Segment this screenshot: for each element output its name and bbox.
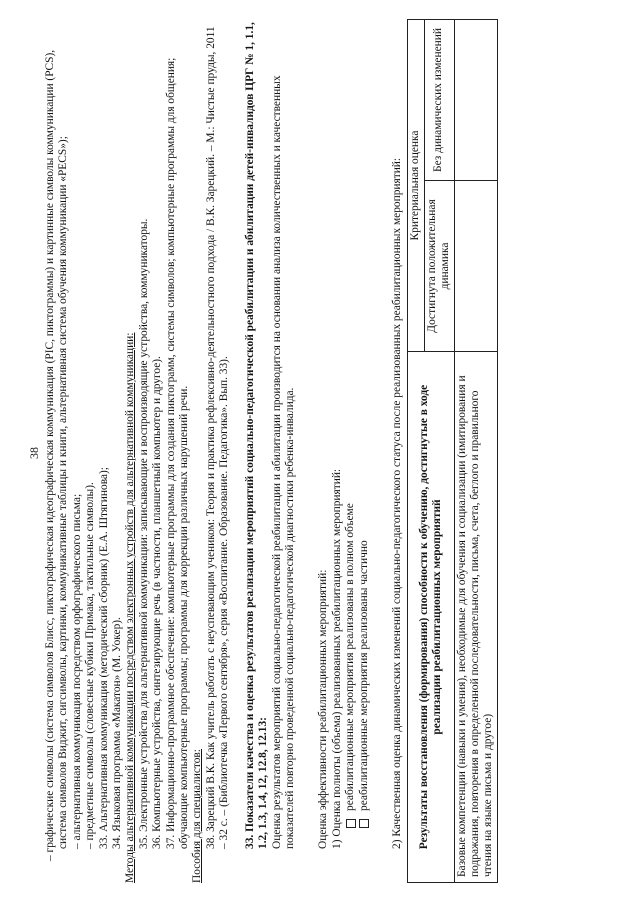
completeness-item: 1) Оценка полноты (объема) реализованных реабилитационных мероприятий: xyxy=(330,468,343,849)
full-volume-label: реабилитационные мероприятия реализованы в полном объеме xyxy=(344,503,357,811)
table-cell-competencies: Базовые компетенции (навыки и умения), необходимые для обучения и социализации (имитирования и подражания, повторения в определенной последовательности, письма, счета, беглого и правильного чтения на языке письма и другое) xyxy=(454,352,497,883)
table-header-positive: Достигнута положительная динамика xyxy=(424,181,454,352)
partial-label: реабилитационные мероприятия реализованы частично xyxy=(357,540,370,811)
item-38: 38. Зарецкий В.К. Как учитель работать с неуспевающим учеником: Теория и практика рефлексивно-деятельностного подхода / В.К. Зарецкий. – М.: Чистые пруды, 2011 – 32 с. – (Библиотечка «Первого сентября», серия «Воспитание. Образование. Педагогика». Вып. 33). xyxy=(204,26,231,849)
item-34: 34. Языковая программа «Макатон» (М. Уокер). xyxy=(111,617,124,849)
evaluation-paragraph: Оценка результатов мероприятий социально-педагогической реабилитации и абилитации производится на основании анализа количественных и качественных показателей повторно проведенной социально-педагогической диагностики ребенка-инвалида. xyxy=(270,75,296,849)
item-36: 36. Компьютерные устройства, синтезирующие речь (в частности, планшетный компьютер и другое). xyxy=(151,356,164,849)
full-volume-option xyxy=(344,19,357,883)
page-number: 38 xyxy=(27,447,41,459)
section-heading: 33. Показатели качества и оценка результатов реализации мероприятий социально-педагогической реабилитации и абилитации детей-инвалидов ЦРГ № 1, 1.1, 1.2, 1.3, 1.4, 12, 12.8, 12.13: xyxy=(243,22,270,849)
table-cell-nochange[interactable] xyxy=(454,20,497,181)
qualitative-item: 2) Качественная оценка динамических изменений социально-педагогического статуса после реализованных реабилитационных мероприятий: xyxy=(390,157,403,849)
item-35: 35. Электронные устройства для альтернативной коммуникации: записывающие и воспроизводящие устройства, коммуникаторы. xyxy=(137,218,150,849)
item-37: 37. Информационно-программное обеспечение: компьютерные программы для создания пиктограмм, системы символов; компьютерные программы для общения; обучающие компьютерные программы; программы для коррекции различных нарушений речи. xyxy=(164,57,191,849)
effectiveness-heading: Оценка эффективности реабилитационных мероприятий: xyxy=(317,569,330,849)
symbols-list-item: – графические символы (система символов Блисс, пиктографическая идеографическая коммуникация (PIC, пиктограммы) и картинные символы коммуникации (PCS), система символов Виджит, сигсимволы, картинки, коммуникативные таблицы и книги, альтернативная система обучения коммуникации «PECS»); xyxy=(44,49,70,861)
table-header-criteria: Критериальная оценка xyxy=(408,20,424,352)
writing-list-item: – альтернативная коммуникация посредством орфографического письма; xyxy=(70,493,83,849)
object-symbols-list-item: – предметные символы (словесные кубики Примака, тактильные символы). xyxy=(84,482,97,849)
electronic-methods-heading: Методы альтернативной коммуникации посредством электронных устройств для альтернативной коммуникации: xyxy=(124,332,137,883)
manuals-heading: Пособия для специалистов: xyxy=(191,749,204,883)
checkbox-partial[interactable] xyxy=(359,819,369,828)
partial-option xyxy=(358,19,371,883)
table-cell-positive[interactable] xyxy=(454,181,497,352)
page-content xyxy=(44,19,498,883)
item-33: 33. Альтернативная коммуникация (методический сборник) (Е.А. Штягинова); xyxy=(97,467,110,849)
table-header-nochange: Без динамических изменений xyxy=(424,20,454,181)
checkbox-full[interactable] xyxy=(346,819,356,828)
table-header-results: Результаты восстановления (формирования) способности к обучению, достигнутые в ходе реализации реабилитационных мероприятий xyxy=(408,352,454,883)
results-table xyxy=(407,19,497,883)
table-row xyxy=(454,20,497,883)
